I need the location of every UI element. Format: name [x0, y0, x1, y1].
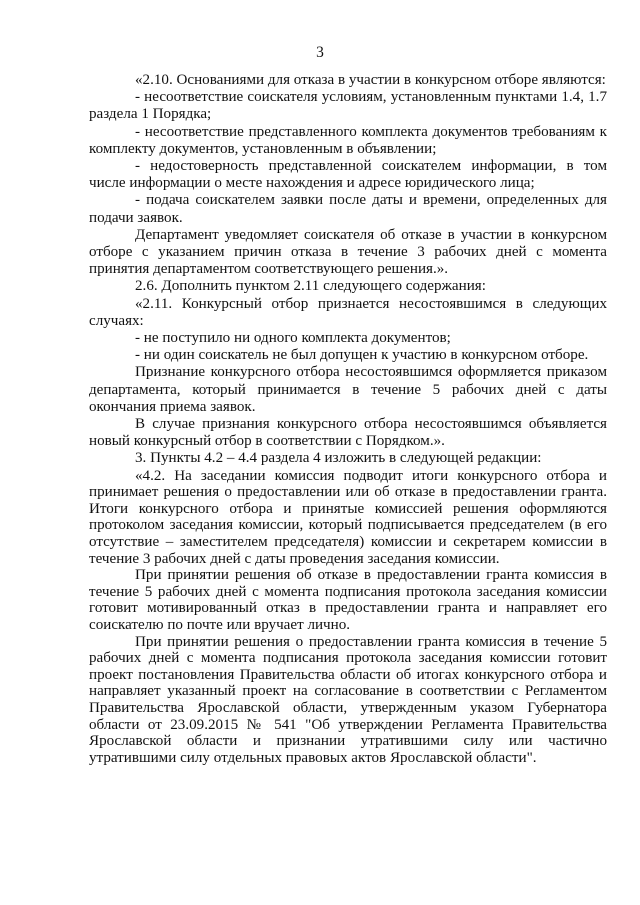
paragraph-2-11-intro: «2.11. Конкурсный отбор признается несостоявшимся в следующих случаях:: [89, 295, 607, 329]
list-item-inaccurate-info: - недостоверность представленной соискателем информации, в том числе информации о месте нахождения и адресе юридического лица;: [89, 158, 607, 192]
paragraph-refusal-decision: При принятии решения об отказе в предоставлении гранта комиссия в течение 5 рабочих дней с момента подписания протокола заседания комиссии готовит мотивированный отказ в предоставлении гранта и направляет его соискателю по почте или вручает лично.: [89, 567, 607, 634]
paragraph-2-10-intro: «2.10. Основаниями для отказа в участии в конкурсном отборе являются:: [135, 72, 606, 88]
paragraph-3-amendment: 3. Пункты 4.2 – 4.4 раздела 4 изложить в следующей редакции:: [135, 450, 542, 467]
paragraph-recognition-order: Признание конкурсного отбора несостоявшимся оформляется приказом департамента, который принимается в течение 5 рабочих дней с даты окончания приема заявок.: [89, 364, 607, 415]
list-item-late-submission: - подача соискателем заявки после даты и времени, определенных для подачи заявок.: [89, 192, 607, 226]
list-item-no-documents: - не поступило ни одного комплекта документов;: [135, 330, 451, 347]
paragraph-grant-decision: При принятии решения о предоставлении гранта комиссия в течение 5 рабочих дней с момента подписания протокола заседания комиссии готовит проект постановления Правительства области об итогах конкурсного отбора и направляет указанный проект на согласование в соответствии с Регламентом Правительства Ярославской области, утвержденным указом Губернатора области от 23.09.2015 № 541 "Об утверждении Регламента Правительства Ярославской области и признании утратившими силу или частично утратившими силу отдельных правовых актов Ярославской области".: [89, 633, 607, 766]
list-item-noncompliance-applicant: - несоответствие соискателя условиям, установленным пунктами 1.4, 1.7 раздела 1 Порядка;: [89, 89, 607, 123]
list-item-no-applicant-admitted: - ни один соискатель не был допущен к участию в конкурсном отборе.: [135, 347, 589, 364]
paragraph-department-notifies: Департамент уведомляет соискателя об отказе в участии в конкурсном отборе с указанием причин отказа в течение 3 рабочих дней с момента принятия департаментом соответствующего решения.».: [89, 226, 607, 278]
list-item-noncompliance-documents: - несоответствие представленного комплекта документов требованиям к комплекту документов, установленным в объявлении;: [89, 123, 607, 157]
paragraph-new-selection: В случае признания конкурсного отбора несостоявшимся объявляется новый конкурсный отбор в соответствии с Порядком.».: [89, 416, 607, 450]
paragraph-2-6-amendment: 2.6. Дополнить пунктом 2.11 следующего содержания:: [135, 278, 486, 295]
document-body: [89, 72, 607, 766]
page-number: 3: [316, 44, 324, 61]
paragraph-4-2: «4.2. На заседании комиссия подводит итоги конкурсного отбора и принимает решения о предоставлении или об отказе в предоставлении гранта. Итоги конкурсного отбора и принятые комиссией решения оформляются протоколом заседания комиссии, который подписывается председателем (в его отсутствие – заместителем председателя) комиссии и секретарем комиссии в течение 3 рабочих дней с даты проведения заседания комиссии.: [89, 467, 607, 567]
